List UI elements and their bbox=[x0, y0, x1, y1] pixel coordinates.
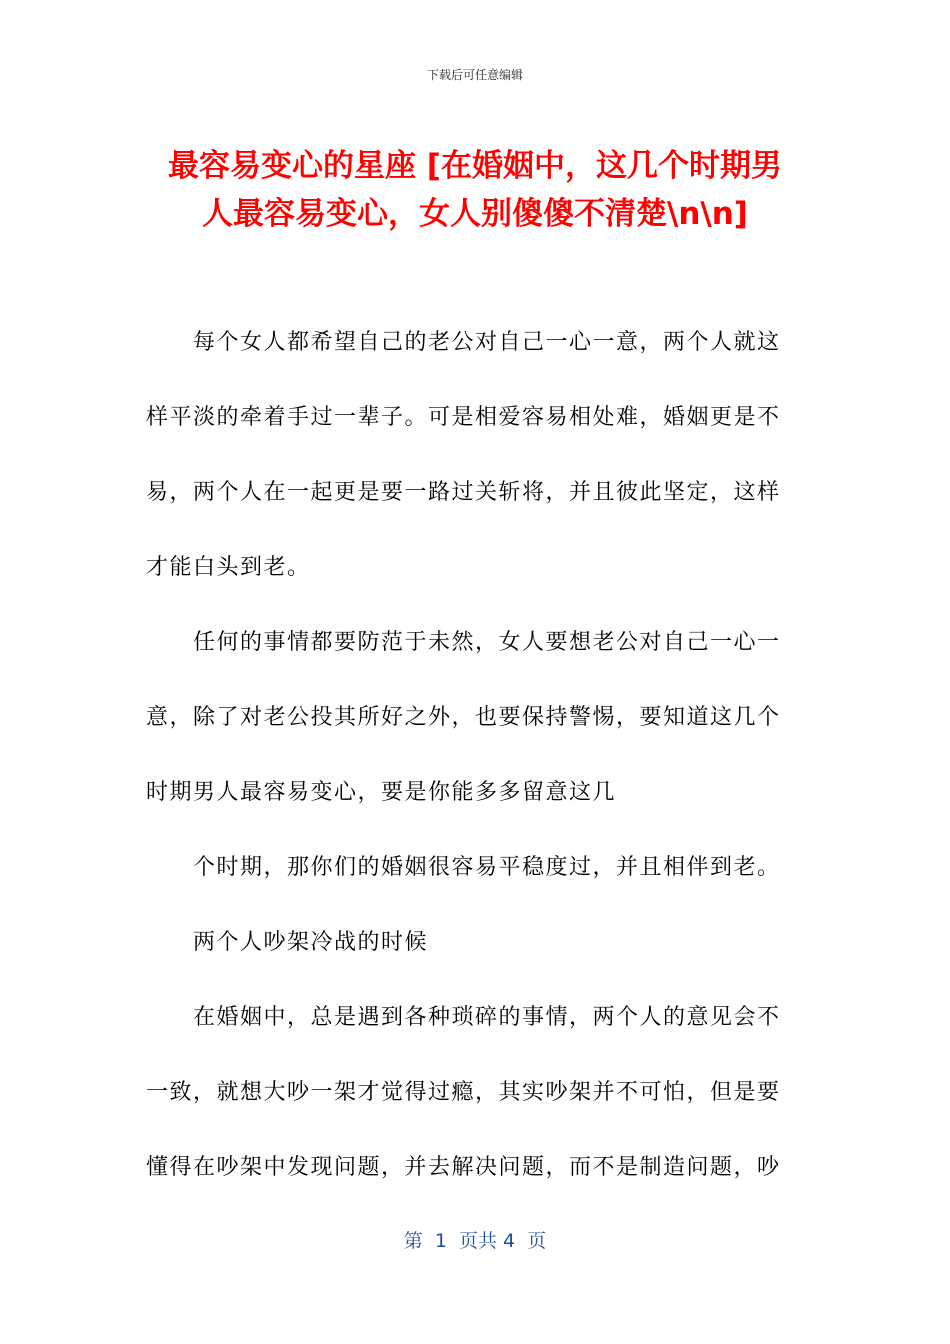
article-body bbox=[146, 318, 796, 1218]
body-line: 才能白头到老。 bbox=[146, 555, 311, 580]
page-footer: 第 1 页共 4 页 bbox=[403, 1230, 547, 1252]
body-line: 时期男人最容易变心，要是你能多多留意这几 bbox=[146, 780, 617, 805]
title-line-1: 最容易变心的星座 [在婚姻中，这几个时期男 bbox=[168, 148, 782, 184]
body-line: 易，两个人在一起更是要一路过关斩将，并且彼此坚定，这样 bbox=[146, 480, 781, 505]
body-line: 任何的事情都要防范于未然，女人要想老公对自己一心一 bbox=[193, 630, 781, 655]
body-line: 懂得在吵架中发现问题，并去解决问题，而不是制造问题，吵 bbox=[146, 1155, 781, 1180]
body-line: 一致，就想大吵一架才觉得过瘾，其实吵架并不可怕，但是要 bbox=[146, 1080, 781, 1105]
body-line: 每个女人都希望自己的老公对自己一心一意，两个人就这 bbox=[193, 330, 781, 355]
body-line: 样平淡的牵着手过一辈子。可是相爱容易相处难，婚姻更是不 bbox=[146, 405, 781, 430]
body-line: 意，除了对老公投其所好之外，也要保持警惕，要知道这几个 bbox=[146, 705, 781, 730]
title-line-2: 人最容易变心，女人别傻傻不清楚\n\n] bbox=[202, 196, 748, 232]
body-line: 在婚姻中，总是遇到各种琐碎的事情，两个人的意见会不 bbox=[193, 1005, 781, 1030]
header-note: 下载后可任意编辑 bbox=[426, 68, 523, 82]
page-title bbox=[130, 142, 820, 238]
body-line: 个时期，那你们的婚姻很容易平稳度过，并且相伴到老。 bbox=[193, 855, 781, 880]
section-heading: 两个人吵架冷战的时候 bbox=[193, 930, 429, 955]
